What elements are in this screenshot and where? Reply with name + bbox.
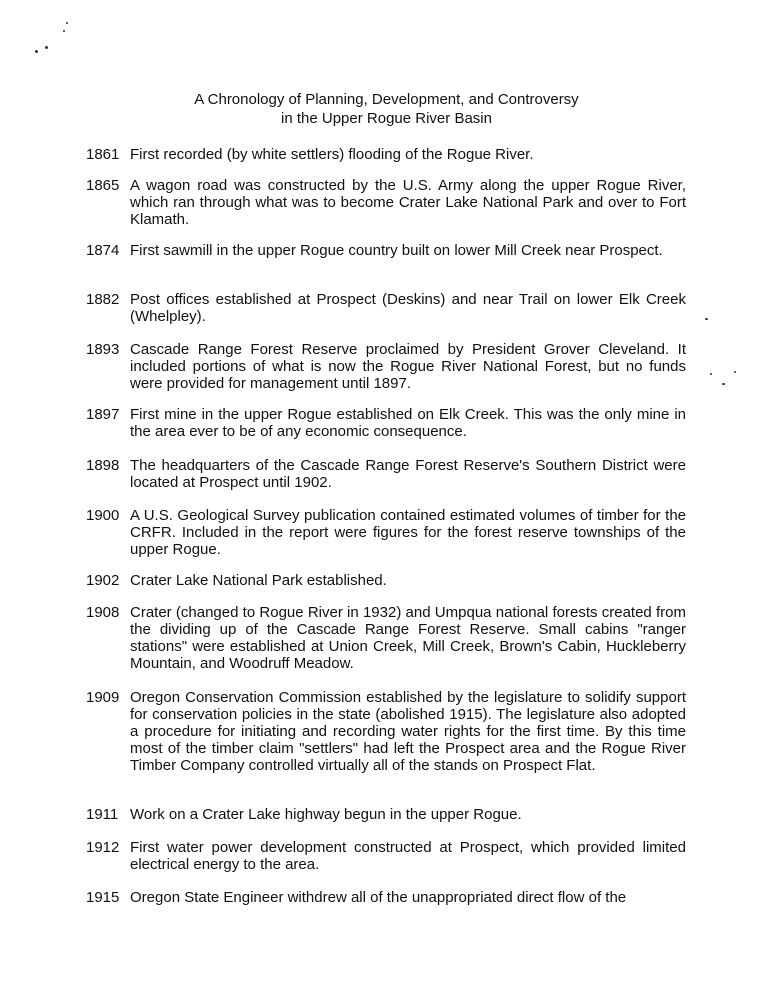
scan-speck <box>722 383 725 385</box>
chronology-entry <box>86 604 686 672</box>
entry-text: First mine in the upper Rogue established on Elk Creek. This was the only mine in the area ever to be of any economic consequence. <box>130 406 686 440</box>
scan-speck <box>35 50 38 53</box>
entry-year: 1909 <box>86 689 120 706</box>
chronology-entry <box>86 689 686 774</box>
entry-year: 1908 <box>86 604 120 621</box>
scan-speck <box>705 318 708 320</box>
chronology-entry <box>86 291 686 325</box>
entry-year: 1902 <box>86 572 120 589</box>
chronology-entry <box>86 889 686 906</box>
entry-year: 1911 <box>86 806 119 823</box>
entry-year: 1898 <box>86 457 120 474</box>
title-line-1: A Chronology of Planning, Development, and Controversy <box>194 91 579 108</box>
entry-text: First water power development constructed at Prospect, which provided limited electrical energy to the area. <box>130 839 686 873</box>
entry-text: First recorded (by white settlers) flooding of the Rogue River. <box>130 146 534 163</box>
entry-text: Oregon Conservation Commission established by the legislature to solidify support for conservation policies in the state (abolished 1915). The legislature also adopted a procedure for initiating and recording water rights for the first time. By this time most of the timber claim "settlers" had left the Prospect area and the Rogue River Timber Company controlled virtually all of the stands on Prospect Flat. <box>130 689 686 774</box>
entry-text: First sawmill in the upper Rogue country built on lower Mill Creek near Prospect. <box>130 242 663 259</box>
entry-year: 1882 <box>86 291 120 308</box>
entry-year: 1861 <box>86 146 120 163</box>
scan-speck <box>63 30 65 32</box>
entry-text: Oregon State Engineer withdrew all of the unappropriated direct flow of the <box>130 889 627 906</box>
chronology-entry <box>86 146 686 163</box>
document-title <box>0 90 773 128</box>
chronology-entry <box>86 406 686 440</box>
chronology-entry <box>86 572 686 589</box>
title-line-2: in the Upper Rogue River Basin <box>281 110 492 127</box>
scan-speck <box>45 46 48 49</box>
chronology-entry <box>86 806 686 823</box>
chronology-entry <box>86 341 686 392</box>
entry-text: A wagon road was constructed by the U.S. Army along the upper Rogue River, which ran through what was to become Crater Lake National Park and over to Fort Klamath. <box>130 177 686 228</box>
entry-year: 1897 <box>86 406 120 423</box>
chronology-entry <box>86 457 686 491</box>
scan-speck <box>710 373 712 375</box>
chronology-entry <box>86 839 686 873</box>
entry-text: Post offices established at Prospect (Deskins) and near Trail on lower Elk Creek (Whelpley). <box>130 291 686 325</box>
entry-year: 1874 <box>86 242 120 259</box>
entry-text: The headquarters of the Cascade Range Forest Reserve's Southern District were located at Prospect until 1902. <box>130 457 686 491</box>
chronology-entry <box>86 242 686 259</box>
entry-year: 1912 <box>86 839 120 856</box>
entry-text: Crater Lake National Park established. <box>130 572 387 589</box>
entry-text: A U.S. Geological Survey publication contained estimated volumes of timber for the CRFR. Included in the report were figures for the forest reserve townships of the upper Rogue. <box>130 507 686 558</box>
entry-year: 1900 <box>86 507 120 524</box>
entry-year: 1865 <box>86 177 120 194</box>
chronology-entry <box>86 177 686 228</box>
entry-text: Cascade Range Forest Reserve proclaimed by President Grover Cleveland. It included portions of what is now the Rogue River National Forest, but no funds were provided for management until 1897. <box>130 341 686 392</box>
entry-text: Crater (changed to Rogue River in 1932) and Umpqua national forests created from the dividing up of the Cascade Range Forest Reserve. Small cabins "ranger stations" were established at Union Creek, Mill Creek, Brown's Cabin, Huckleberry Mountain, and Woodruff Meadow. <box>130 604 686 672</box>
entry-year: 1893 <box>86 341 120 358</box>
chronology-entry <box>86 507 686 558</box>
entry-year: 1915 <box>86 889 120 906</box>
scan-speck <box>66 22 68 24</box>
entry-text: Work on a Crater Lake highway begun in the upper Rogue. <box>130 806 522 823</box>
scan-speck <box>734 371 736 373</box>
